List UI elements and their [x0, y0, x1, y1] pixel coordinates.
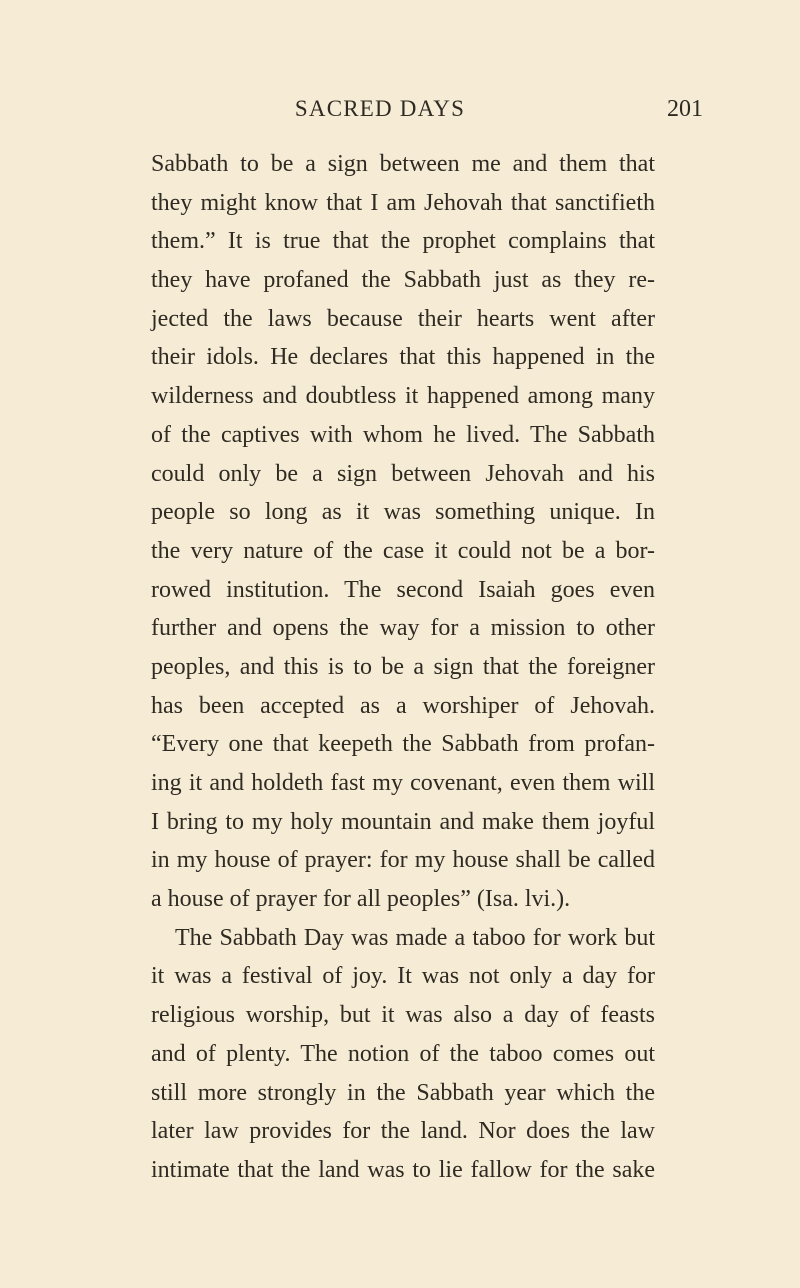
text-line: further and opens the way for a mission to other	[151, 615, 655, 642]
text-line: Sabbath to be a sign between me and them that	[151, 151, 655, 177]
text-line: of the captives with whom he lived. The Sabbath	[151, 421, 655, 448]
text-line: jected the laws because their hearts went after	[151, 305, 655, 332]
text-line: it was a festival of joy. It was not only a day for	[151, 963, 655, 990]
running-head-title: SACRED DAYS	[294, 96, 466, 121]
text-line: them.” It is true that the prophet complains that	[151, 228, 655, 255]
text-line: I bring to my holy mountain and make them joyful	[151, 808, 655, 835]
text-line: they might know that I am Jehovah that sanctifieth	[151, 189, 655, 216]
text-line: later law provides for the land. Nor does the law	[151, 1118, 655, 1145]
text-line: the very nature of the case it could not be a bor-	[151, 537, 655, 564]
body-text	[151, 145, 655, 1190]
text-line: in my house of prayer: for my house shall be called	[151, 847, 655, 874]
text-line: rowed institution. The second Isaiah goes even	[151, 576, 655, 603]
text-line: their idols. He declares that this happened in the	[151, 344, 655, 371]
text-line: ing it and holdeth fast my covenant, even them will	[151, 770, 655, 796]
text-line: “Every one that keepeth the Sabbath from profan-	[151, 731, 655, 758]
text-line-paragraph-start: The Sabbath Day was made a taboo for work but	[175, 924, 655, 951]
text-line: religious worship, but it was also a day of feasts	[151, 1002, 655, 1029]
text-line: still more strongly in the Sabbath year which the	[151, 1079, 655, 1106]
text-line: has been accepted as a worshiper of Jehovah.	[151, 692, 655, 719]
running-head	[155, 96, 755, 126]
text-line: they have profaned the Sabbath just as they re-	[151, 267, 655, 294]
text-line: and of plenty. The notion of the taboo comes out	[151, 1040, 655, 1067]
text-line-paragraph-end: a house of prayer for all peoples” (Isa. lvi.).	[151, 886, 571, 913]
text-line: could only be a sign between Jehovah and his	[151, 460, 655, 487]
page-number: 201	[667, 96, 703, 122]
text-line: peoples, and this is to be a sign that the foreigner	[151, 653, 655, 680]
text-line: wilderness and doubtless it happened among many	[151, 383, 655, 410]
text-line: people so long as it was something unique. In	[151, 499, 655, 526]
text-line: intimate that the land was to lie fallow for the sake	[151, 1156, 655, 1183]
